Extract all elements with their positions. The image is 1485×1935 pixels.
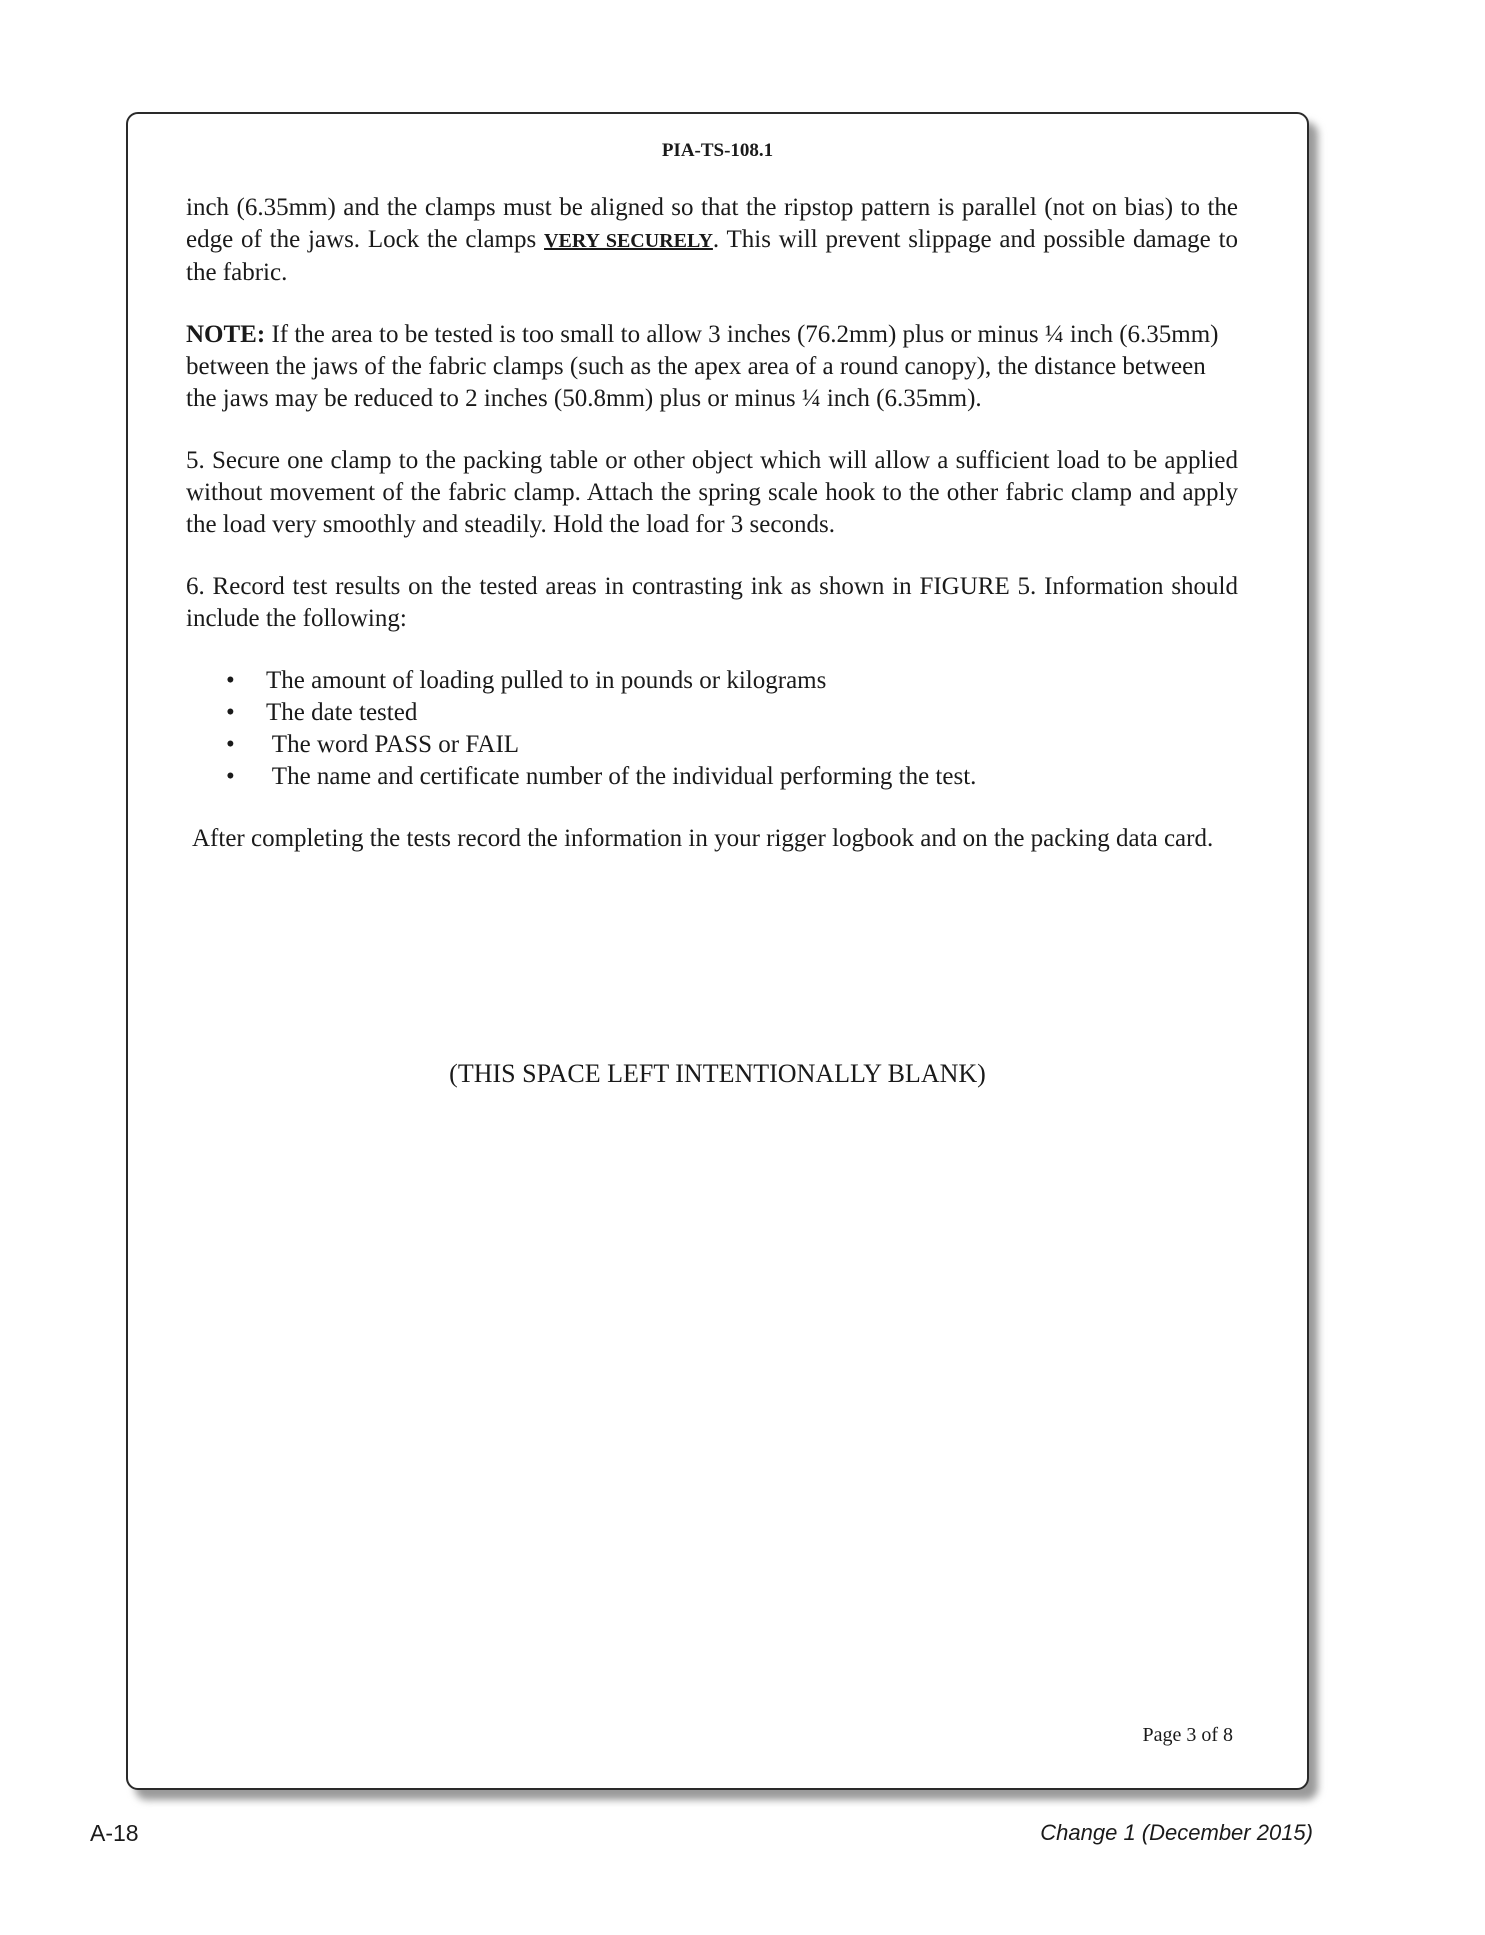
page-number: Page 3 of 8 xyxy=(1142,1724,1233,1746)
closing-paragraph: After completing the tests record the information in your rigger logbook and on the packing data card. xyxy=(192,825,1214,852)
test-info-list xyxy=(186,665,1238,793)
emphasis-very-securely: VERY SECURELY xyxy=(544,230,713,252)
step-5-paragraph: 5. Secure one clamp to the packing table or other object which will allow a sufficient load to be applied without movement of the fabric clamp. Attach the spring scale hook to the other fabric clamp and apply the load very smoothly and steadily. Hold the load for 3 seconds. xyxy=(186,447,1238,538)
bullet-icon: • xyxy=(226,763,235,790)
list-item: • The name and certificate number of the individual performing the test. xyxy=(186,761,1238,793)
paragraph-clamp-alignment xyxy=(186,192,1238,289)
step-6-paragraph: 6. Record test results on the tested areas in contrasting ink as shown in FIGURE 5. Information should include the following: xyxy=(186,573,1238,632)
note-paragraph xyxy=(186,319,1238,415)
footer-page-label: A-18 xyxy=(90,1820,139,1846)
paragraph-text: . This will prevent slippage and possible damage to the fabric. xyxy=(186,226,1239,286)
paragraph-text: inch (6.35mm) and the clamps must be aligned so that the ripstop pattern is parallel (not on bias) to the edge of the jaws. Lock the clamps xyxy=(186,194,1238,253)
bullet-icon: • xyxy=(226,699,235,726)
footer-change-label: Change 1 (December 2015) xyxy=(1040,1820,1313,1845)
note-text: If the area to be tested is too small to allow 3 inches (76.2mm) plus or minus ¼ inch (6.35mm) between the jaws of the fabric clamps (such as the apex area of a round canopy), the distance between the jaws may be reduced to 2 inches (50.8mm) plus or minus ¼ inch (6.35mm). xyxy=(186,321,1219,412)
document-body xyxy=(186,192,1238,885)
blank-space-notice: (THIS SPACE LEFT INTENTIONALLY BLANK) xyxy=(449,1059,986,1088)
list-item: • The date tested xyxy=(186,697,1238,729)
list-item: • The word PASS or FAIL xyxy=(186,729,1238,761)
bullet-icon: • xyxy=(226,731,235,758)
list-item: • The amount of loading pulled to in pounds or kilograms xyxy=(186,665,1238,697)
document-id: PIA-TS-108.1 xyxy=(661,140,774,161)
bullet-icon: • xyxy=(226,667,235,694)
note-label: NOTE: xyxy=(186,321,266,348)
document-frame xyxy=(126,112,1309,1790)
